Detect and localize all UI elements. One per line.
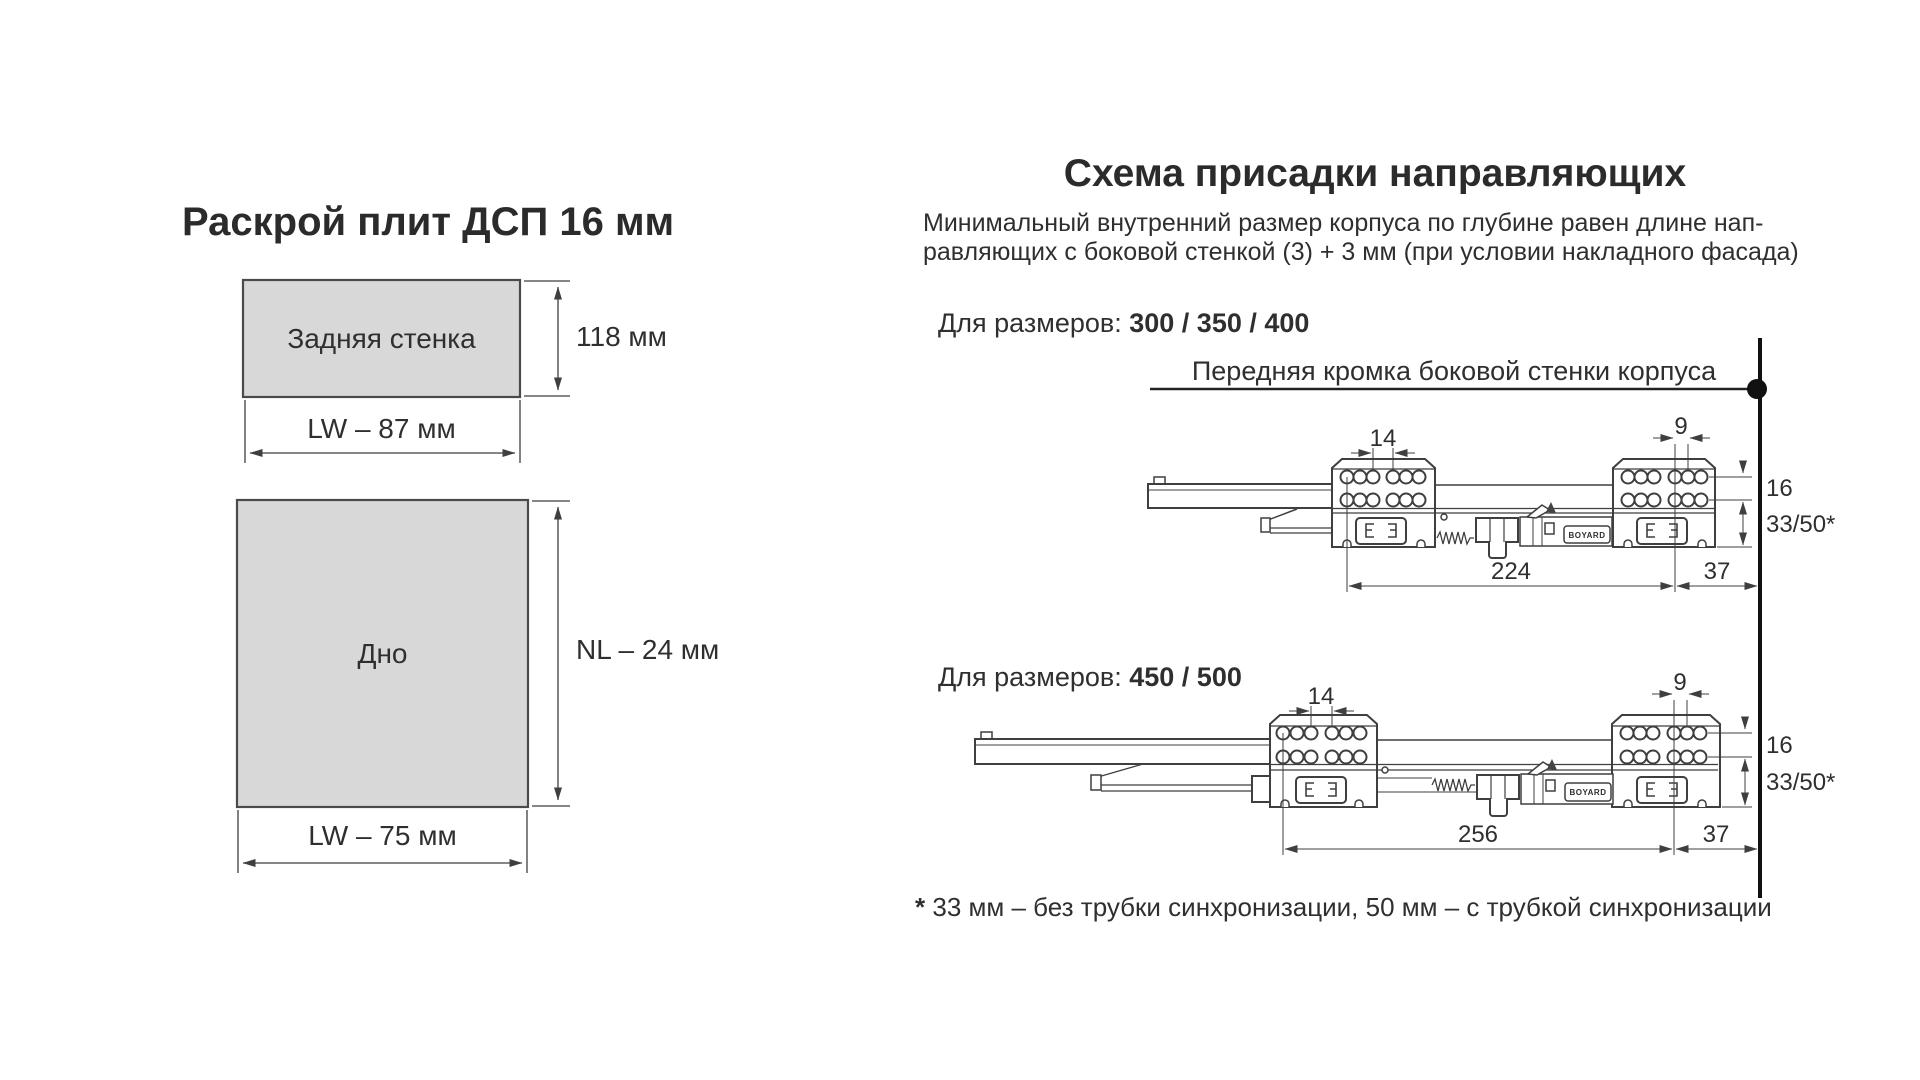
latch	[1261, 509, 1332, 533]
dim-row-gap-1: 16	[1766, 475, 1793, 502]
back-wall-width-dim: LW – 87 мм	[307, 413, 456, 444]
back-wall-height-dim: 118 мм	[576, 321, 667, 352]
bottom-width-dim: LW – 75 мм	[308, 820, 457, 851]
brand-text: BOYARD	[1569, 788, 1607, 797]
slide-drawing-300-400	[1148, 413, 1835, 592]
description-line-1: Минимальный внутренний размер корпуса по глубине равен длине нап-	[923, 209, 1764, 237]
dim-rear-pitch-2: 9	[1673, 669, 1687, 696]
drilling-title: Схема присадки направляющих	[1063, 152, 1687, 195]
front-edge-label: Передняя кромка боковой стенки корпуса	[1191, 356, 1717, 386]
rail-hook	[981, 732, 992, 739]
cutting-title: Раскрой плит ДСП 16 мм	[182, 200, 675, 244]
clamp	[1477, 775, 1519, 816]
dim-rear-pitch-1: 9	[1674, 413, 1688, 440]
rail	[975, 739, 1270, 764]
rail	[1148, 484, 1332, 508]
front-edge-dot	[1747, 379, 1767, 399]
rail-hook	[1154, 477, 1165, 484]
sync-mechanism	[1437, 502, 1612, 558]
lever-spike	[1546, 502, 1556, 513]
dim-row-gap-2: 16	[1766, 732, 1793, 759]
bottom-height-dim: NL – 24 мм	[576, 634, 720, 665]
dim-front-offset-2: 37	[1702, 821, 1730, 848]
dim-front-offset-1: 37	[1703, 558, 1731, 585]
dim-length-2: 256	[1457, 821, 1499, 848]
back-wall-label: Задняя стенка	[287, 322, 476, 354]
brand-text: BOYARD	[1568, 531, 1606, 540]
sizes-values-1: 300 / 350 / 400	[1129, 308, 1310, 338]
sizes-values-2: 450 / 500	[1129, 662, 1242, 692]
dim-bottom-offset-1: 33/50*	[1766, 511, 1836, 538]
bottom-panel-label: Дно	[357, 637, 408, 669]
footnote-star: *	[915, 892, 926, 922]
dim-length-1: 224	[1490, 558, 1532, 585]
dim-hole-pitch-1: 14	[1369, 425, 1397, 452]
description-line-2: равляющих с боковой стенкой (3) + 3 мм (при условии накладного фасада)	[923, 238, 1799, 266]
sizes-prefix-2: Для размеров:	[938, 662, 1122, 692]
dim-bottom-offset-2: 33/50*	[1766, 769, 1836, 796]
sizes-prefix-1: Для размеров:	[938, 308, 1122, 338]
dim-hole-pitch-2: 14	[1307, 683, 1335, 710]
sync-mechanism	[1377, 759, 1613, 816]
slide-drawing-450-500	[975, 669, 1835, 855]
clamp	[1476, 518, 1518, 558]
slide-drawings	[900, 320, 1900, 920]
dim-tick	[524, 281, 570, 396]
dim-tick	[532, 501, 570, 806]
inner-rail	[1091, 764, 1270, 802]
footnote-text: 33 мм – без трубки синхронизации, 50 мм – с трубкой синхронизации	[932, 892, 1772, 922]
drilling-description	[923, 209, 1799, 267]
